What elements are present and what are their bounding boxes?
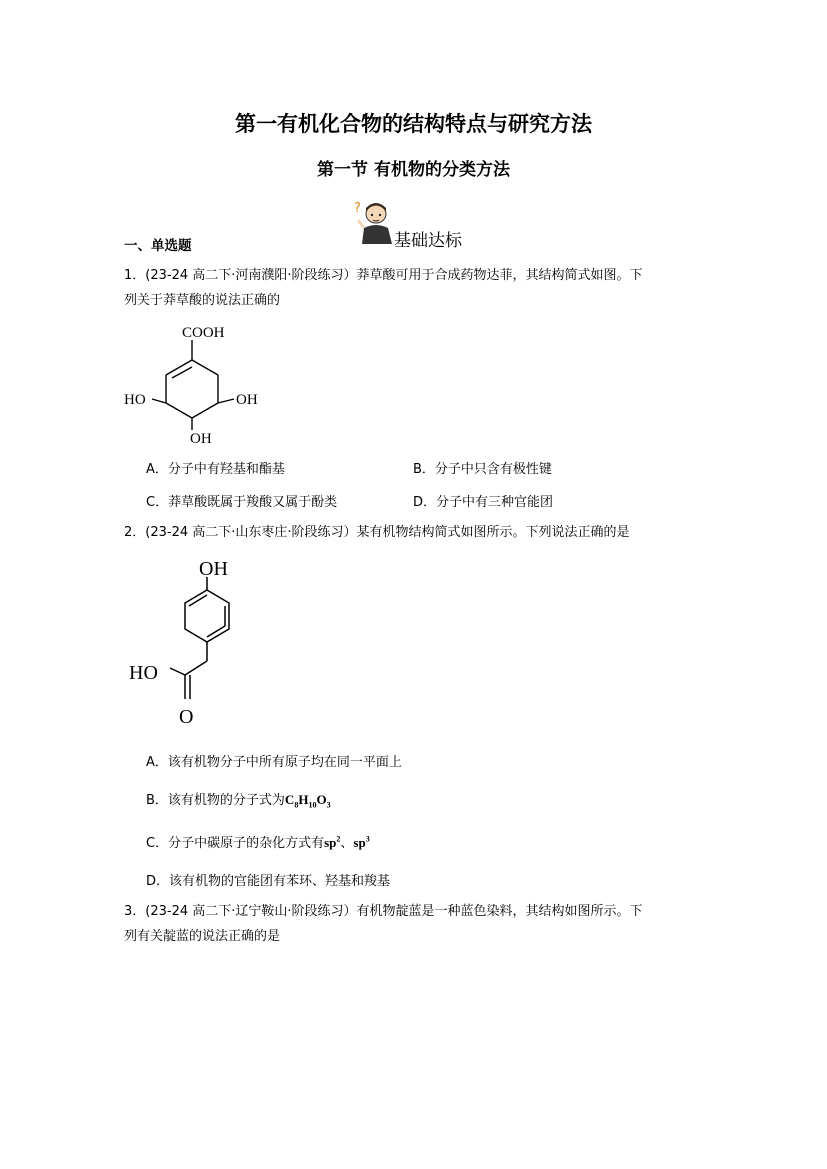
hybridization-a: $sp^2$ — [324, 834, 341, 850]
banner-label: 基础达标 — [394, 231, 462, 251]
q2-option-b-text: B．该有机物的分子式为 — [146, 793, 285, 808]
cooh-label: COOH — [182, 325, 225, 341]
section-heading: 一、单选题 — [124, 238, 192, 254]
q1-option-a[interactable]: A．分子中有羟基和酯基 — [146, 462, 285, 477]
q2-option-d[interactable]: D．该有机物的官能团有苯环、羟基和羧基 — [146, 874, 391, 889]
question-2-stem: 2．(23-24 高二下·山东枣庄·阶段练习）某有机物结构简式如图所示。下列说法正确的是 — [124, 525, 630, 540]
q1-option-c[interactable]: C．莽草酸既属于羧酸又属于酚类 — [146, 495, 338, 510]
carbonyl-o-label: O — [179, 706, 194, 728]
q2-option-a[interactable]: A．该有机物分子中所有原子均在同一平面上 — [146, 755, 402, 770]
question-1-line1: 1．(23-24 高二下·河南濮阳·阶段练习）莽草酸可用于合成药物达菲，其结构简式如图。下 — [124, 268, 643, 283]
q1-option-d[interactable]: D．分子中有三种官能团 — [413, 495, 554, 510]
q2-option-c[interactable]: C．分子中碳原子的杂化方式有$sp^2$、$sp^3$ — [146, 834, 370, 851]
thinking-boy-icon — [354, 198, 398, 248]
oh-right-label: OH — [236, 392, 258, 408]
q1-option-b[interactable]: B．分子中只含有极性键 — [413, 462, 552, 477]
question-3-line1: 3．(23-24 高二下·辽宁鞍山·阶段练习）有机物靛蓝是一种蓝色染料，其结构如图所示。下 — [124, 904, 643, 919]
q2-option-b[interactable] — [146, 789, 331, 810]
svg-text:?: ? — [354, 201, 361, 216]
question-1-line2: 列关于莽草酸的说法正确的 — [124, 293, 281, 308]
ho-left-label: HO — [124, 392, 146, 408]
page-title: 第一有机化合物的结构特点与研究方法 — [235, 111, 592, 136]
question-1-stem — [124, 263, 704, 313]
oh-top-label: OH — [199, 558, 228, 580]
hybridization-b: $sp^3$ — [353, 834, 370, 850]
ho-left-label-2: HO — [129, 662, 158, 684]
molecular-formula: $C_8H_{10}O_3$ — [284, 792, 331, 810]
oh-bottom-label: OH — [190, 431, 212, 447]
shikimic-acid-structure — [120, 318, 270, 450]
section-subtitle: 第一节 有机物的分类方法 — [317, 160, 510, 180]
question-3-stem — [124, 899, 704, 949]
question-3-line2: 列有关靛蓝的说法正确的是 — [124, 929, 281, 944]
hydroxyphenylacetic-acid-structure — [125, 553, 245, 735]
q2-option-c-text: C．分子中碳原子的杂化方式有 — [146, 836, 325, 851]
